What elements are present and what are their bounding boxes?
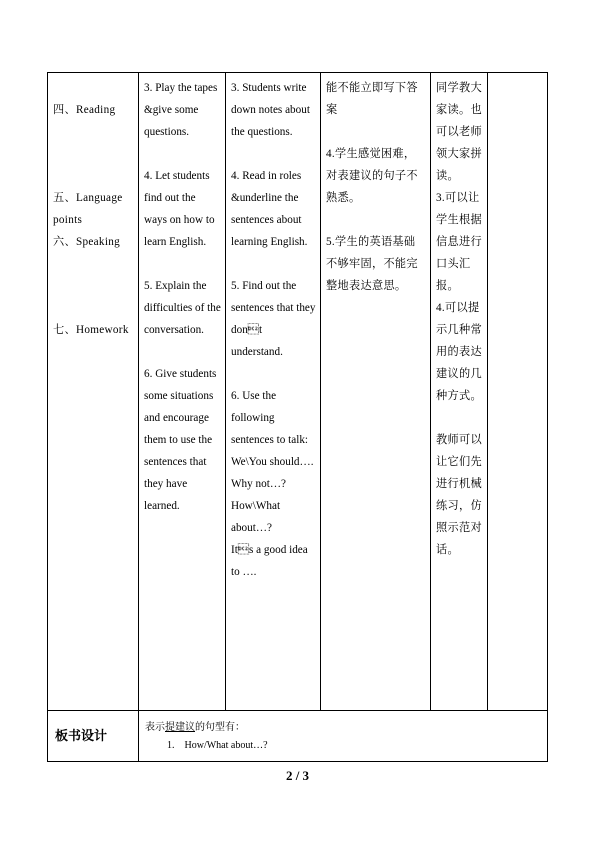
- difficulty-4: 4.学生感觉困难，对表建议的句子不熟悉。: [326, 148, 418, 204]
- board-label-cell: [48, 711, 139, 762]
- board-intro: [145, 719, 547, 737]
- teacher-activities-cell: [139, 73, 226, 711]
- strategy-5: 教师可以让它们先进行机械练习，仿照示范对话。: [436, 434, 482, 556]
- board-design-label: 板书设计: [55, 729, 108, 744]
- sentence-how-what-about: How\What about…?: [231, 500, 283, 534]
- board-design-row: [48, 711, 548, 762]
- steps-cell: [48, 73, 139, 711]
- board-intro-suffix: 的句型有：: [195, 722, 245, 733]
- student-activities-cell: [226, 73, 321, 711]
- step-language-points: 五、Language points: [53, 192, 126, 226]
- step-reading: 四、Reading: [53, 104, 116, 116]
- strategy-4: 4.可以提示几种常用的表达建议的几种方式。: [436, 302, 482, 402]
- student-activity-5: 5. Find out the sentences that they dont understand.: [231, 280, 319, 358]
- strategies-cell: [431, 73, 488, 711]
- step-speaking: 六、Speaking: [53, 236, 121, 248]
- sentence-good-idea: Its a good idea to ….: [231, 544, 311, 578]
- teacher-activity-3: 3. Play the tapes &give some questions.: [144, 82, 221, 138]
- student-activity-4: 4. Read in roles &underline the sentences about learning English.: [231, 170, 308, 248]
- difficulties-cell: [321, 73, 431, 711]
- board-intro-prefix: 表示: [145, 722, 165, 733]
- difficulty-3: 能不能立即写下答案: [326, 82, 418, 116]
- sentence-we-you-should: We\You should….: [231, 456, 314, 468]
- strategy-3: 3.可以让学生根据信息进行口头汇报。: [436, 192, 482, 292]
- procedure-row: [48, 73, 548, 711]
- student-activity-6: 6. Use the following sentences to talk:: [231, 390, 309, 446]
- step-homework: 七、Homework: [53, 324, 129, 336]
- empty-cell: [488, 73, 548, 711]
- lesson-plan-table: [47, 72, 548, 762]
- board-item-1: [145, 737, 547, 755]
- board-item-1-text: How/What about…?: [184, 740, 268, 751]
- board-content-cell: [139, 711, 548, 762]
- board-intro-underlined: 提建议: [165, 722, 195, 733]
- board-item-1-number: 1.: [167, 740, 175, 751]
- sentence-why-not: Why not…?: [231, 478, 286, 490]
- teacher-activity-4: 4. Let students find out the ways on how to learn English.: [144, 170, 218, 248]
- strategy-1: 同学教大家读。也可以老师领大家拼读。: [436, 82, 482, 182]
- student-activity-3: 3. Students write down notes about the questions.: [231, 82, 313, 138]
- teacher-activity-5: 5. Explain the difficulties of the conversation.: [144, 280, 224, 336]
- page-number: 2 / 3: [285, 768, 310, 783]
- difficulty-5: 5.学生的英语基础不够牢固，不能完整地表达意思。: [326, 236, 418, 292]
- teacher-activity-6: 6. Give students some situations and encourage them to use the sentences that they have learned.: [144, 368, 220, 512]
